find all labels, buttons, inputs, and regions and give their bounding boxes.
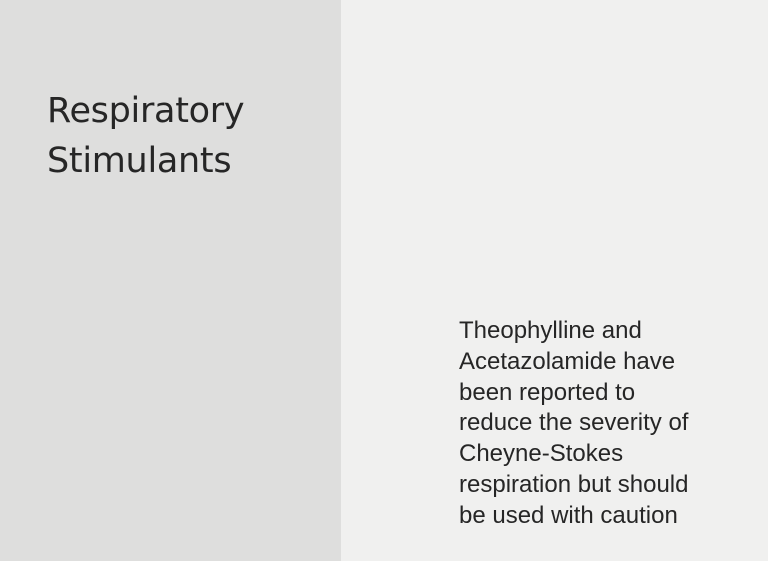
slide-title-line: Stimulants bbox=[47, 141, 232, 181]
body-text-line: respiration but should bbox=[459, 470, 689, 498]
body-text-line: been reported to bbox=[459, 378, 636, 406]
body-text bbox=[459, 316, 759, 532]
body-text-line: Cheyne-Stokes bbox=[459, 440, 624, 468]
slide-title-line: Respiratory bbox=[47, 91, 245, 131]
body-text-line: be used with caution bbox=[459, 501, 678, 529]
title-panel bbox=[0, 0, 341, 561]
slide-title bbox=[47, 86, 327, 186]
body-text-line: reduce the severity of bbox=[459, 409, 689, 437]
body-text-line: Acetazolamide have bbox=[459, 347, 676, 375]
body-text-line: Theophylline and bbox=[459, 317, 642, 344]
